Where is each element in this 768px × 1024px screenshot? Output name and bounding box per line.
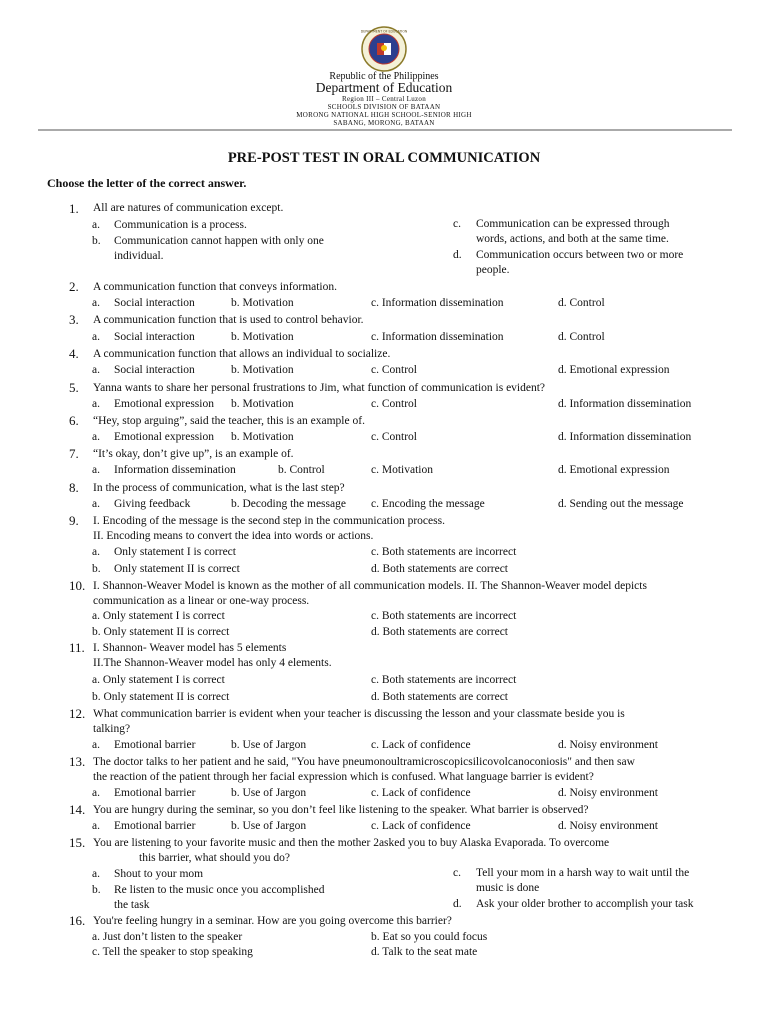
republic-label: Republic of the Philippines [329, 71, 439, 82]
department-label: Department of Education [315, 80, 453, 95]
page-title: PRE-POST TEST IN ORAL COMMUNICATION [227, 150, 541, 166]
region-label: Region III – Central Luzon [342, 95, 426, 103]
school-label: MORONG NATIONAL HIGH SCHOOL-SENIOR HIGH [296, 111, 472, 119]
division-label: SCHOOLS DIVISION OF BATAAN [327, 103, 441, 111]
header-divider [38, 129, 732, 131]
svg-text:DEPARTMENT OF EDUCATION: DEPARTMENT OF EDUCATION [361, 29, 407, 34]
address-label: SABANG, MORONG, BATAAN [333, 119, 435, 127]
instruction: Choose the letter of the correct answer. [47, 176, 247, 190]
deped-seal [361, 26, 407, 72]
